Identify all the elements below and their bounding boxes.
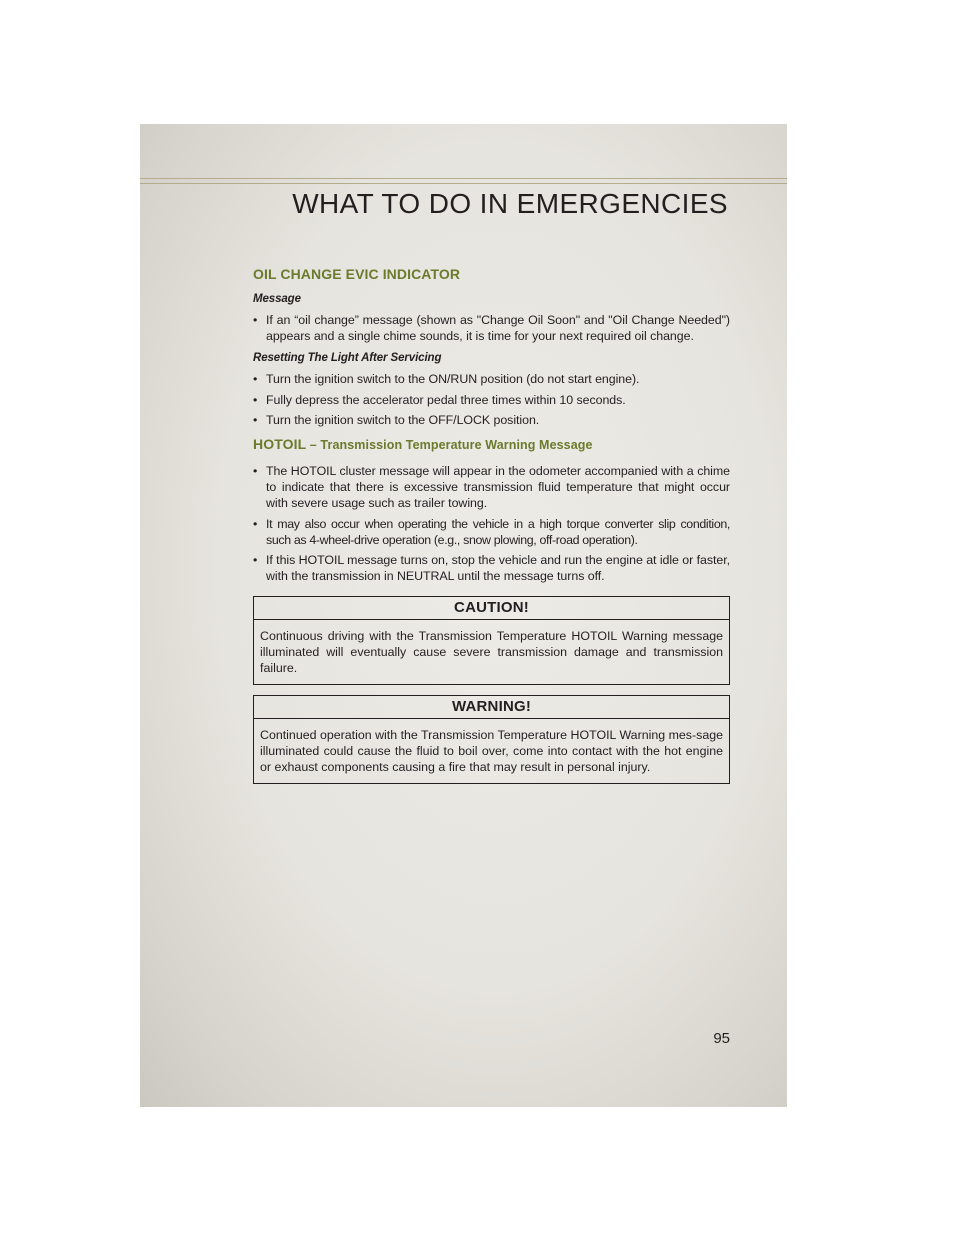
list-item: • Turn the ignition switch to the ON/RUN position (do not start engine). <box>253 371 730 387</box>
reset-bullet-list <box>253 371 730 428</box>
header-rule-top <box>140 178 787 179</box>
list-item: • If an “oil change” message (shown as "Change Oil Soon" and "Oil Change Needed") appears and a single chime sounds, it is time for your next required oil change. <box>253 312 730 344</box>
caution-box <box>253 596 730 685</box>
hotoil-bullet-list <box>253 463 730 584</box>
list-item: • Fully depress the accelerator pedal three times within 10 seconds. <box>253 392 730 408</box>
message-bullet-list <box>253 312 730 344</box>
list-item: • If this HOTOIL message turns on, stop the vehicle and run the engine at idle or faster, with the transmission in NEUTRAL until the message turns off. <box>253 552 730 584</box>
section-heading-hotoil <box>253 436 730 452</box>
hotoil-heading-main: HOTOIL <box>253 436 307 452</box>
page-content <box>253 266 730 784</box>
warning-box <box>253 695 730 784</box>
page-number: 95 <box>713 1030 730 1047</box>
caution-body: Continuous driving with the Transmission Temperature HOTOIL Warning message illuminated will eventually cause severe transmission damage and transmission failure. <box>260 629 723 675</box>
list-item: • The HOTOIL cluster message will appear in the odometer accompanied with a chime to indicate that there is excessive transmission fluid temperature that might occur with severe usage such as trailer towing. <box>253 463 730 511</box>
manual-page <box>140 124 787 1107</box>
hotoil-heading-sub: – Transmission Temperature Warning Message <box>306 438 593 452</box>
warning-body: Continued operation with the Transmission Temperature HOTOIL Warning mes-sage illuminated could cause the fluid to boil over, come into contact with the hot engine or exhaust components causing a fire that may result in personal injury. <box>260 728 723 774</box>
caution-title: CAUTION! <box>254 597 729 620</box>
header-rule-bottom <box>140 183 787 184</box>
list-item: • It may also occur when operating the vehicle in a high torque converter slip condition, such as 4-wheel-drive operation (e.g., snow plowing, off-road operation). <box>253 516 730 548</box>
list-item: • Turn the ignition switch to the OFF/LOCK position. <box>253 412 730 428</box>
warning-title: WARNING! <box>254 696 729 719</box>
section-heading-oil-change: OIL CHANGE EVIC INDICATOR <box>253 266 461 282</box>
subheading-message: Message <box>253 293 301 305</box>
subheading-resetting: Resetting The Light After Servicing <box>253 352 442 364</box>
chapter-title: WHAT TO DO IN EMERGENCIES <box>292 188 728 219</box>
